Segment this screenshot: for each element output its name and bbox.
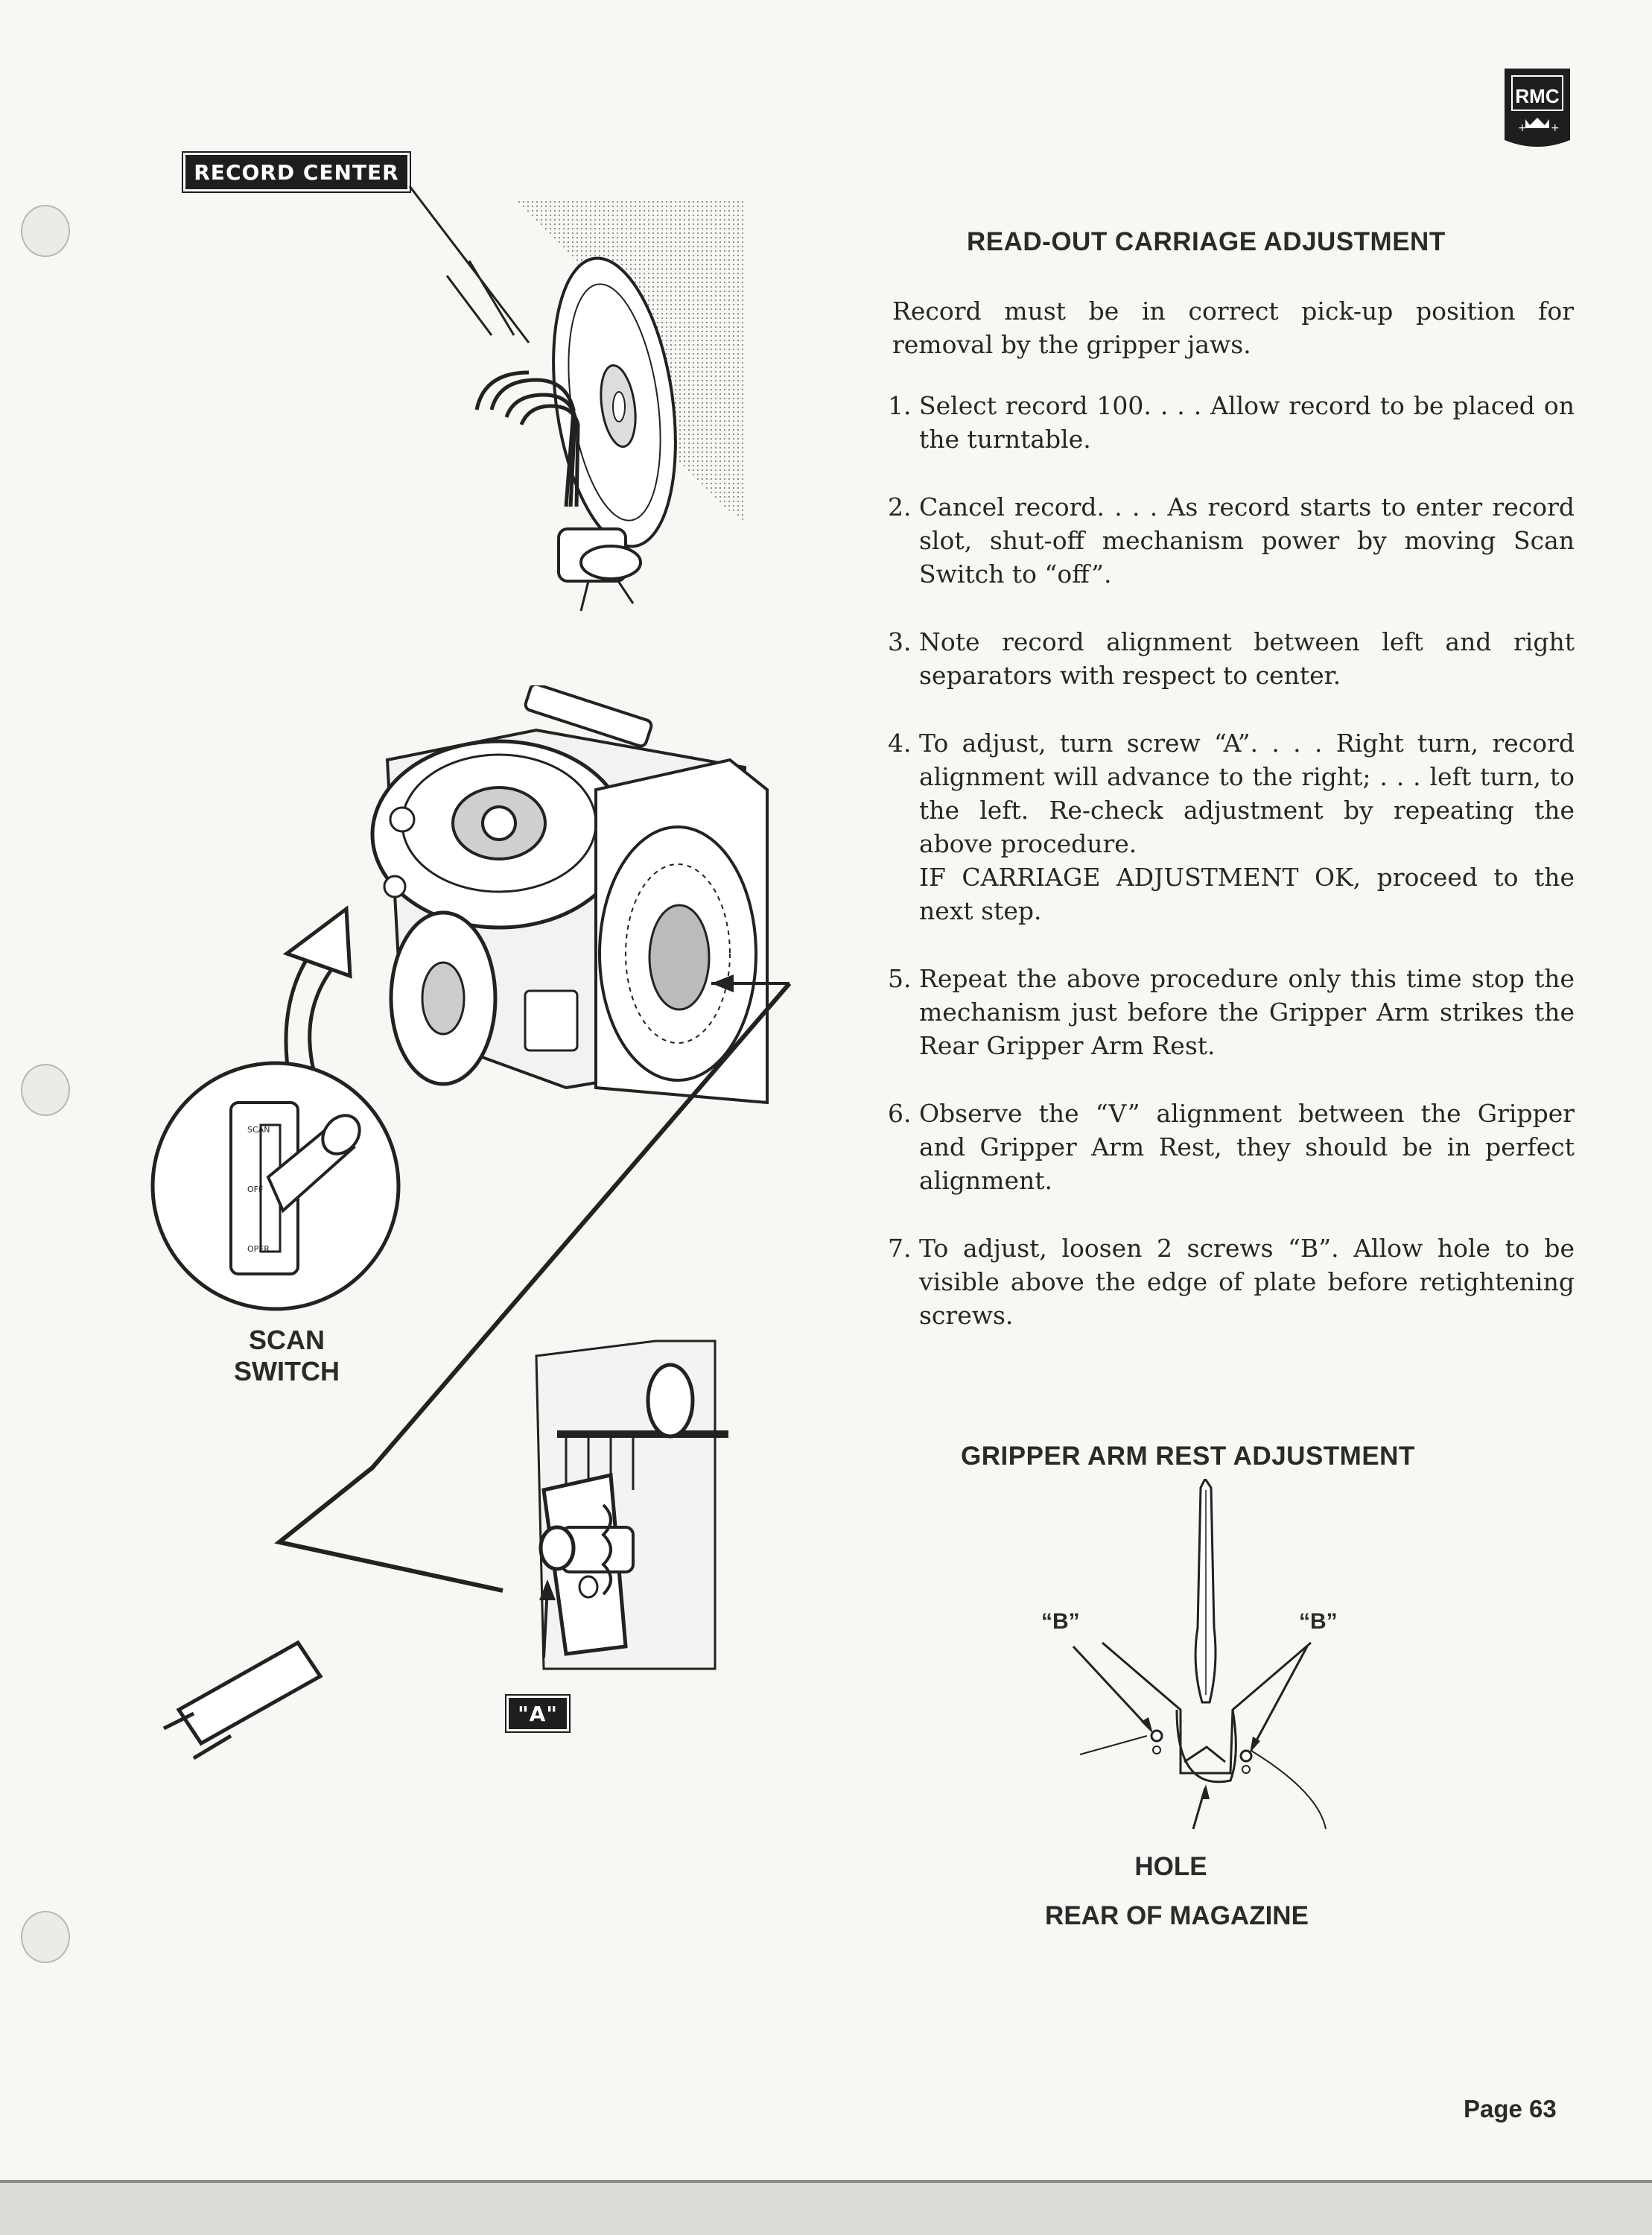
- intro-paragraph: Record must be in correct pick-up position for removal by the gripper jaws.: [892, 297, 1574, 359]
- step-6: [888, 1097, 1575, 1197]
- svg-text:+: +: [1551, 122, 1560, 134]
- binder-hole-top: [21, 205, 70, 257]
- step-4: [888, 726, 1575, 928]
- svg-text:+: +: [1518, 122, 1527, 134]
- binder-hole-middle: [21, 1064, 70, 1116]
- step-note: IF CARRIAGE ADJUSTMENT OK, proceed to the next step.: [919, 863, 1575, 925]
- binder-hole-bottom: [21, 1911, 70, 1963]
- section-title-readout: READ-OUT CARRIAGE ADJUSTMENT: [967, 227, 1446, 256]
- mechanism-illustration: [149, 685, 804, 1833]
- step-2: [888, 490, 1575, 591]
- step-number: 7.: [888, 1234, 912, 1263]
- screw-b-label-right: “B”: [1299, 1609, 1338, 1634]
- record-separator-illustration: [387, 186, 775, 618]
- step-text: Observe the “V” alignment between the Gripper and Gripper Arm Rest, they should be in perfect alignment.: [919, 1099, 1575, 1195]
- record-center-label: RECORD CENTER: [183, 153, 410, 191]
- step-text: Repeat the above procedure only this time stop the mechanism just before the Gripper Arm strikes the Rear Gripper Arm Rest.: [919, 964, 1575, 1060]
- step-text: Select record 100. . . . Allow record to be placed on the turntable.: [919, 391, 1575, 454]
- screw-b-label-left: “B”: [1041, 1609, 1080, 1634]
- scan-switch-label-line1: SCAN: [248, 1325, 325, 1355]
- step-text: Note record alignment between left and right separators with respect to center.: [919, 627, 1575, 690]
- step-text: Cancel record. . . . As record starts to enter record slot, shut-off mechanism power by moving Scan Switch to “off”.: [919, 492, 1575, 589]
- screw-a-label: "A": [506, 1696, 569, 1731]
- switch-pos-scan: SCAN: [247, 1125, 270, 1135]
- scan-switch-label: [216, 1325, 358, 1387]
- step-number: 3.: [888, 627, 912, 656]
- procedure-steps: [888, 389, 1575, 1366]
- hole-label: HOLE: [1134, 1852, 1207, 1881]
- step-1: [888, 389, 1575, 456]
- section-title-gripper: GRIPPER ARM REST ADJUSTMENT: [961, 1442, 1415, 1471]
- rear-of-magazine-caption: REAR OF MAGAZINE: [1045, 1901, 1309, 1930]
- step-number: 5.: [888, 964, 912, 993]
- logo-text: RMC: [1515, 85, 1560, 107]
- gripper-arm-rest-diagram: [1073, 1479, 1385, 1851]
- step-text: To adjust, loosen 2 screws “B”. Allow hole to be visible above the edge of plate before retightening screws.: [919, 1234, 1575, 1330]
- scan-switch-label-line2: SWITCH: [234, 1356, 340, 1386]
- step-number: 6.: [888, 1099, 912, 1128]
- step-number: 1.: [888, 391, 912, 420]
- step-text: To adjust, turn screw “A”. . . . Right turn, record alignment will advance to the right; . . . left turn, to the left. Re-check adjustment by repeating the above procedure.: [919, 729, 1575, 858]
- step-3: [888, 625, 1575, 692]
- switch-pos-oper: OPER: [247, 1244, 270, 1254]
- step-number: 4.: [888, 729, 912, 758]
- step-number: 2.: [888, 492, 912, 522]
- page-number: Page 63: [1464, 2095, 1557, 2123]
- switch-pos-off: OFF: [247, 1185, 264, 1194]
- step-5: [888, 962, 1575, 1062]
- rmc-logo: [1502, 66, 1573, 155]
- step-7: [888, 1231, 1575, 1332]
- scan-background-strip: [0, 2183, 1652, 2235]
